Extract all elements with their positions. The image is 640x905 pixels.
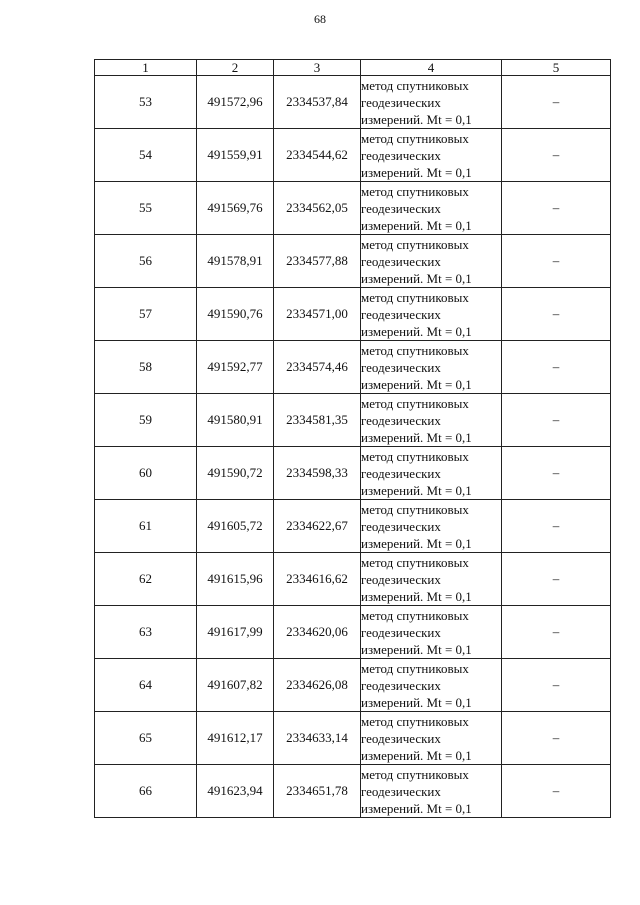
method-line: измерений. Mt = 0,1: [361, 641, 472, 657]
deviation-value: –: [502, 447, 611, 500]
y-coordinate: 2334537,84: [274, 76, 361, 129]
deviation-value: –: [502, 288, 611, 341]
method-line: метод спутниковых: [361, 660, 469, 676]
y-coordinate: 2334633,14: [274, 712, 361, 765]
table-row: [95, 447, 611, 500]
method-line: метод спутниковых: [361, 554, 469, 570]
method-line: геодезических: [361, 465, 441, 481]
deviation-value: –: [502, 765, 611, 818]
table-row: [95, 235, 611, 288]
deviation-value: –: [502, 182, 611, 235]
table-row: [95, 606, 611, 659]
x-coordinate: 491559,91: [197, 129, 274, 182]
method-line: измерений. Mt = 0,1: [361, 800, 472, 816]
point-number: 56: [95, 235, 197, 288]
y-coordinate: 2334577,88: [274, 235, 361, 288]
point-number: 58: [95, 341, 197, 394]
method-description: [361, 182, 502, 235]
method-line: геодезических: [361, 571, 441, 587]
table-row: [95, 76, 611, 129]
point-number: 66: [95, 765, 197, 818]
method-line: геодезических: [361, 783, 441, 799]
y-coordinate: 2334651,78: [274, 765, 361, 818]
method-line: метод спутниковых: [361, 713, 469, 729]
column-header-1: 1: [95, 60, 197, 76]
point-number: 61: [95, 500, 197, 553]
method-description: [361, 76, 502, 129]
method-line: метод спутниковых: [361, 183, 469, 199]
deviation-value: –: [502, 606, 611, 659]
y-coordinate: 2334571,00: [274, 288, 361, 341]
x-coordinate: 491569,76: [197, 182, 274, 235]
method-line: измерений. Mt = 0,1: [361, 429, 472, 445]
point-number: 55: [95, 182, 197, 235]
point-number: 59: [95, 394, 197, 447]
method-line: метод спутниковых: [361, 236, 469, 252]
x-coordinate: 491578,91: [197, 235, 274, 288]
y-coordinate: 2334562,05: [274, 182, 361, 235]
method-description: [361, 129, 502, 182]
method-line: измерений. Mt = 0,1: [361, 111, 472, 127]
point-number: 53: [95, 76, 197, 129]
deviation-value: –: [502, 659, 611, 712]
method-line: метод спутниковых: [361, 448, 469, 464]
point-number: 65: [95, 712, 197, 765]
deviation-value: –: [502, 76, 611, 129]
method-description: [361, 394, 502, 447]
method-description: [361, 659, 502, 712]
method-line: геодезических: [361, 677, 441, 693]
method-line: геодезических: [361, 359, 441, 375]
x-coordinate: 491615,96: [197, 553, 274, 606]
method-line: измерений. Mt = 0,1: [361, 376, 472, 392]
method-description: [361, 288, 502, 341]
table-body: [95, 76, 611, 818]
method-description: [361, 606, 502, 659]
y-coordinate: 2334581,35: [274, 394, 361, 447]
method-line: геодезических: [361, 730, 441, 746]
point-number: 54: [95, 129, 197, 182]
method-description: [361, 341, 502, 394]
table-row: [95, 765, 611, 818]
y-coordinate: 2334574,46: [274, 341, 361, 394]
y-coordinate: 2334626,08: [274, 659, 361, 712]
page-number: 68: [314, 12, 326, 26]
column-header-2: 2: [197, 60, 274, 76]
method-line: измерений. Mt = 0,1: [361, 323, 472, 339]
method-line: измерений. Mt = 0,1: [361, 217, 472, 233]
point-number: 63: [95, 606, 197, 659]
method-description: [361, 765, 502, 818]
method-line: измерений. Mt = 0,1: [361, 694, 472, 710]
point-number: 64: [95, 659, 197, 712]
table-row: [95, 394, 611, 447]
method-line: геодезических: [361, 200, 441, 216]
table-row: [95, 341, 611, 394]
table-row: [95, 129, 611, 182]
method-description: [361, 500, 502, 553]
table-row: [95, 288, 611, 341]
method-description: [361, 712, 502, 765]
y-coordinate: 2334622,67: [274, 500, 361, 553]
deviation-value: –: [502, 500, 611, 553]
method-line: геодезических: [361, 518, 441, 534]
column-header-5: 5: [502, 60, 611, 76]
column-header-3: 3: [274, 60, 361, 76]
deviation-value: –: [502, 341, 611, 394]
method-line: измерений. Mt = 0,1: [361, 482, 472, 498]
point-number: 60: [95, 447, 197, 500]
method-line: измерений. Mt = 0,1: [361, 535, 472, 551]
x-coordinate: 491590,76: [197, 288, 274, 341]
deviation-value: –: [502, 712, 611, 765]
point-number: 62: [95, 553, 197, 606]
x-coordinate: 491607,82: [197, 659, 274, 712]
method-line: метод спутниковых: [361, 607, 469, 623]
method-line: метод спутниковых: [361, 395, 469, 411]
method-line: измерений. Mt = 0,1: [361, 164, 472, 180]
x-coordinate: 491605,72: [197, 500, 274, 553]
table-row: [95, 712, 611, 765]
deviation-value: –: [502, 394, 611, 447]
x-coordinate: 491590,72: [197, 447, 274, 500]
method-description: [361, 553, 502, 606]
method-line: метод спутниковых: [361, 766, 469, 782]
x-coordinate: 491612,17: [197, 712, 274, 765]
y-coordinate: 2334598,33: [274, 447, 361, 500]
y-coordinate: 2334620,06: [274, 606, 361, 659]
table-row: [95, 553, 611, 606]
method-description: [361, 235, 502, 288]
method-line: геодезических: [361, 412, 441, 428]
method-line: измерений. Mt = 0,1: [361, 747, 472, 763]
deviation-value: –: [502, 235, 611, 288]
method-line: геодезических: [361, 624, 441, 640]
y-coordinate: 2334544,62: [274, 129, 361, 182]
method-line: метод спутниковых: [361, 130, 469, 146]
x-coordinate: 491580,91: [197, 394, 274, 447]
table-row: [95, 500, 611, 553]
method-line: геодезических: [361, 253, 441, 269]
x-coordinate: 491572,96: [197, 76, 274, 129]
coordinates-table: [94, 59, 611, 818]
method-line: метод спутниковых: [361, 501, 469, 517]
deviation-value: –: [502, 553, 611, 606]
method-line: измерений. Mt = 0,1: [361, 588, 472, 604]
method-line: метод спутниковых: [361, 77, 469, 93]
method-line: геодезических: [361, 94, 441, 110]
method-line: геодезических: [361, 147, 441, 163]
method-line: метод спутниковых: [361, 289, 469, 305]
table-header-row: [95, 60, 611, 76]
table-row: [95, 182, 611, 235]
x-coordinate: 491623,94: [197, 765, 274, 818]
method-line: метод спутниковых: [361, 342, 469, 358]
method-description: [361, 447, 502, 500]
x-coordinate: 491592,77: [197, 341, 274, 394]
method-line: измерений. Mt = 0,1: [361, 270, 472, 286]
y-coordinate: 2334616,62: [274, 553, 361, 606]
table-row: [95, 659, 611, 712]
x-coordinate: 491617,99: [197, 606, 274, 659]
deviation-value: –: [502, 129, 611, 182]
point-number: 57: [95, 288, 197, 341]
method-line: геодезических: [361, 306, 441, 322]
column-header-4: 4: [361, 60, 502, 76]
